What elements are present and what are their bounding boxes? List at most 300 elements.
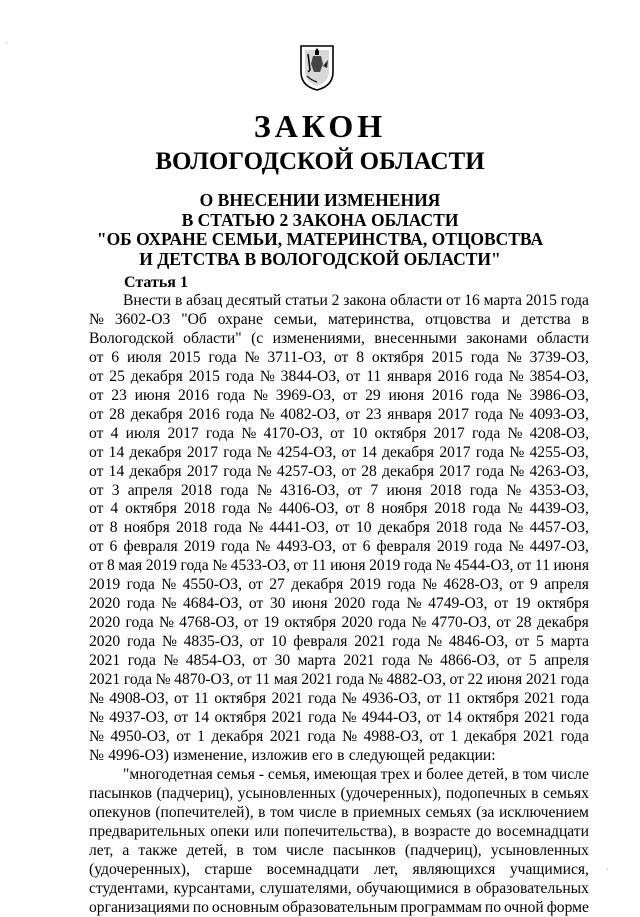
word: года bbox=[475, 368, 503, 387]
coat-of-arms-emblem bbox=[297, 42, 337, 92]
word: от bbox=[429, 728, 443, 747]
word: 2019 bbox=[184, 538, 215, 557]
paragraph-1-line bbox=[89, 425, 589, 444]
word: года bbox=[471, 349, 499, 368]
word: возрасте bbox=[414, 823, 471, 842]
word: года bbox=[226, 368, 254, 387]
paragraph-1-line bbox=[89, 387, 589, 406]
word: образовательных bbox=[476, 880, 589, 899]
word: года bbox=[128, 652, 156, 671]
word: февраля bbox=[377, 538, 431, 557]
word: июня bbox=[553, 557, 589, 576]
word: 2017 bbox=[187, 444, 218, 463]
word: мая bbox=[118, 557, 142, 576]
word: года bbox=[307, 728, 335, 747]
word: 28 bbox=[516, 614, 532, 633]
word: 4936-ОЗ, bbox=[362, 690, 421, 709]
word: следующей bbox=[349, 747, 425, 766]
word: том bbox=[253, 842, 277, 861]
word: 30 bbox=[275, 652, 291, 671]
word: года bbox=[382, 652, 410, 671]
word: 3844-ОЗ, bbox=[281, 368, 340, 387]
word: 10 bbox=[352, 425, 368, 444]
document-subtitle: ВОЛОГОДСКОЙ ОБЛАСТИ bbox=[0, 147, 640, 177]
word: года bbox=[471, 387, 499, 406]
word: № bbox=[427, 633, 442, 652]
word: 4316-ОЗ, bbox=[280, 482, 339, 501]
word: Вологодской bbox=[89, 330, 174, 349]
word: 2021 bbox=[526, 671, 557, 690]
word: 23 bbox=[366, 406, 382, 425]
word: от bbox=[343, 387, 357, 406]
word: и bbox=[414, 766, 422, 785]
word: 6 bbox=[110, 538, 118, 557]
word: от bbox=[89, 538, 103, 557]
word: 2019 bbox=[146, 557, 177, 576]
word: 2021 bbox=[272, 709, 303, 728]
word: декабря bbox=[211, 728, 263, 747]
word: года bbox=[387, 576, 415, 595]
word: 2016 bbox=[438, 368, 469, 387]
word: 4457-ОЗ, bbox=[530, 519, 589, 538]
word: 11 bbox=[535, 557, 550, 576]
word: от bbox=[89, 368, 103, 387]
word: области bbox=[537, 330, 589, 349]
word: предварительных bbox=[89, 823, 205, 842]
word: от bbox=[330, 425, 344, 444]
word: 2015 bbox=[432, 349, 463, 368]
word: № bbox=[253, 387, 268, 406]
word: 4093-ОЗ, bbox=[530, 406, 589, 425]
word: № bbox=[257, 444, 272, 463]
word: № bbox=[257, 500, 272, 519]
word: от bbox=[250, 633, 264, 652]
word: 4950-ОЗ, bbox=[110, 728, 169, 747]
word: декабря bbox=[131, 368, 183, 387]
word: лет, bbox=[374, 861, 398, 880]
word: 3739-ОЗ, bbox=[530, 349, 589, 368]
word: марта bbox=[484, 292, 522, 311]
word: 2021 bbox=[524, 709, 555, 728]
word: года bbox=[392, 633, 420, 652]
word: № bbox=[89, 690, 104, 709]
word: от bbox=[253, 652, 267, 671]
paragraph-1-line bbox=[89, 500, 589, 519]
heading-line: "ОБ ОХРАНЕ СЕМЬИ, МАТЕРИНСТВА, ОТЦОВСТВА bbox=[0, 230, 640, 250]
word: 4749-ОЗ, bbox=[428, 595, 487, 614]
word: 4257-ОЗ, bbox=[277, 463, 336, 482]
word: от bbox=[342, 444, 356, 463]
word: области" bbox=[183, 330, 242, 349]
paragraph-1-line bbox=[89, 576, 589, 595]
word: студентами, bbox=[89, 880, 169, 899]
word: 14 bbox=[446, 709, 462, 728]
word: от bbox=[249, 595, 263, 614]
word: - bbox=[259, 766, 264, 785]
word: редакции: bbox=[429, 747, 495, 766]
word: 4770-ОЗ, bbox=[432, 614, 491, 633]
word: 3602-ОЗ bbox=[115, 311, 170, 330]
word: (попечителей), bbox=[155, 804, 253, 823]
word: отцовства bbox=[425, 311, 491, 330]
word: в bbox=[582, 311, 589, 330]
word: семья, bbox=[268, 766, 310, 785]
paragraph-2-line bbox=[89, 899, 589, 917]
word: № bbox=[248, 519, 263, 538]
word: года bbox=[308, 709, 336, 728]
word: № bbox=[368, 671, 383, 690]
word: 30 bbox=[270, 595, 286, 614]
word: от bbox=[89, 463, 103, 482]
paragraph-2-line bbox=[89, 880, 589, 899]
word: 4988-ОЗ, bbox=[364, 728, 423, 747]
word: года bbox=[124, 671, 152, 690]
word: октября bbox=[372, 349, 424, 368]
word: от bbox=[346, 406, 360, 425]
word: 2018 bbox=[436, 519, 467, 538]
word: года bbox=[470, 482, 498, 501]
word: года bbox=[561, 690, 589, 709]
word: 4882-ОЗ, bbox=[386, 671, 445, 690]
word: 2015 bbox=[189, 368, 220, 387]
word: до bbox=[476, 823, 492, 842]
word: октября bbox=[537, 595, 589, 614]
word: 4439-ОЗ, bbox=[530, 500, 589, 519]
word: 2016 bbox=[178, 387, 209, 406]
word: 1 bbox=[197, 728, 205, 747]
word: 3854-ОЗ, bbox=[530, 368, 589, 387]
word: и bbox=[502, 311, 510, 330]
word: от bbox=[348, 482, 362, 501]
word: числе bbox=[286, 842, 324, 861]
word: года bbox=[561, 292, 589, 311]
word: года bbox=[473, 500, 501, 519]
paragraph-1-line bbox=[89, 368, 589, 387]
word: года bbox=[561, 728, 589, 747]
word: (за bbox=[476, 804, 494, 823]
word: от bbox=[345, 500, 359, 519]
word: от bbox=[427, 690, 441, 709]
word: июня bbox=[386, 482, 422, 501]
word: от bbox=[496, 614, 510, 633]
word: 2020 bbox=[341, 614, 372, 633]
word: 3986-ОЗ, bbox=[530, 387, 589, 406]
word: форме bbox=[547, 899, 589, 917]
word: 14 bbox=[194, 709, 210, 728]
word: 4866-ОЗ, bbox=[440, 652, 499, 671]
word: имеющая bbox=[314, 766, 377, 785]
word: июня bbox=[135, 387, 171, 406]
word: ноября bbox=[124, 519, 170, 538]
word: по bbox=[193, 899, 209, 917]
word: 11 bbox=[447, 690, 462, 709]
word: "Об bbox=[181, 311, 207, 330]
word: № bbox=[89, 747, 104, 766]
word: 4 bbox=[110, 500, 118, 519]
word: 2015 bbox=[169, 349, 200, 368]
word: от bbox=[507, 652, 521, 671]
word: 4996-ОЗ) bbox=[108, 747, 169, 766]
word: года bbox=[378, 614, 406, 633]
word: от bbox=[294, 557, 308, 576]
word: 5 bbox=[529, 652, 537, 671]
paragraph-1-line bbox=[89, 747, 589, 766]
paragraph-2-line bbox=[89, 785, 589, 804]
word: изложив bbox=[251, 747, 307, 766]
word: 2018 bbox=[434, 500, 465, 519]
scan-speck: · bbox=[5, 40, 8, 48]
word: № bbox=[162, 595, 177, 614]
word: № bbox=[506, 482, 521, 501]
word: изменение, bbox=[173, 747, 247, 766]
word: 4208-ОЗ, bbox=[530, 425, 589, 444]
word: детства bbox=[521, 311, 571, 330]
word: приемных bbox=[353, 804, 421, 823]
word: декабря bbox=[131, 406, 183, 425]
paragraph-1-line bbox=[89, 709, 589, 728]
word: 2 bbox=[332, 292, 340, 311]
word: 8 bbox=[107, 557, 115, 576]
word: года bbox=[180, 557, 208, 576]
word: 22 bbox=[468, 671, 484, 690]
word: года bbox=[214, 519, 242, 538]
word: от bbox=[89, 406, 103, 425]
word: в bbox=[531, 785, 538, 804]
paragraph-1-line bbox=[89, 538, 589, 557]
word: 4937-ОЗ, bbox=[109, 709, 168, 728]
word: 2021 bbox=[89, 652, 120, 671]
word: от bbox=[89, 557, 103, 576]
word: в bbox=[463, 880, 470, 899]
word: № bbox=[342, 728, 357, 747]
word: 4908-ОЗ, bbox=[109, 690, 168, 709]
word: абзац bbox=[186, 292, 222, 311]
word: программам bbox=[400, 899, 481, 917]
word: от bbox=[174, 709, 188, 728]
word: попечительства), bbox=[284, 823, 397, 842]
word: восемнадцати bbox=[496, 823, 589, 842]
word: декабря bbox=[130, 463, 182, 482]
paragraph-2-line bbox=[89, 766, 589, 785]
word: октября bbox=[214, 709, 266, 728]
word: от bbox=[237, 671, 251, 690]
word: от bbox=[89, 500, 103, 519]
word: от bbox=[89, 482, 103, 501]
word: от bbox=[89, 425, 103, 444]
word: марта bbox=[298, 652, 336, 671]
word: № bbox=[507, 349, 522, 368]
word: 14 bbox=[109, 444, 125, 463]
word: года bbox=[472, 425, 500, 444]
word: года bbox=[206, 425, 234, 444]
word: 4846-ОЗ, bbox=[449, 633, 508, 652]
word: года bbox=[127, 576, 155, 595]
word: 2018 bbox=[184, 500, 215, 519]
word: декабря bbox=[382, 444, 434, 463]
word: 4353-ОЗ, bbox=[529, 482, 588, 501]
word: 4544-ОЗ, bbox=[454, 557, 513, 576]
word: материнства, bbox=[328, 311, 414, 330]
law-heading bbox=[0, 191, 640, 269]
word: года bbox=[127, 633, 155, 652]
paragraph-1-line bbox=[89, 557, 589, 576]
word: обучающимися bbox=[357, 880, 459, 899]
paragraph-1-line bbox=[89, 482, 589, 501]
word: 8 bbox=[356, 349, 364, 368]
word: 2021 bbox=[524, 690, 555, 709]
word: охране bbox=[218, 311, 263, 330]
word: внесенными bbox=[374, 330, 456, 349]
word: являющихся bbox=[413, 861, 496, 880]
word: № bbox=[509, 538, 524, 557]
word: 4533-ОЗ, bbox=[231, 557, 290, 576]
word: семья bbox=[217, 766, 255, 785]
word: 4254-ОЗ, bbox=[277, 444, 336, 463]
word: опекунов bbox=[89, 804, 151, 823]
word: года bbox=[475, 406, 503, 425]
word: от bbox=[342, 463, 356, 482]
word: года bbox=[561, 671, 589, 690]
word: № bbox=[508, 500, 523, 519]
word: № bbox=[212, 557, 227, 576]
word: № bbox=[241, 425, 256, 444]
word: 2019 bbox=[369, 557, 400, 576]
word: в bbox=[236, 842, 243, 861]
word: от bbox=[494, 595, 508, 614]
word: мая bbox=[274, 671, 298, 690]
word: 4768-ОЗ, bbox=[179, 614, 238, 633]
word: от bbox=[334, 349, 348, 368]
word: семьях bbox=[426, 804, 472, 823]
word: года bbox=[372, 595, 400, 614]
word: пасынков bbox=[89, 785, 152, 804]
word: слушателями, bbox=[260, 880, 352, 899]
word: 8 bbox=[110, 519, 118, 538]
word: № bbox=[162, 633, 177, 652]
word: в bbox=[337, 747, 344, 766]
word: 10 bbox=[356, 519, 372, 538]
document-title: ЗАКОН bbox=[0, 106, 640, 146]
word: декабря bbox=[130, 444, 182, 463]
word: 4263-ОЗ, bbox=[529, 463, 588, 482]
word: № bbox=[411, 614, 426, 633]
word: организациями bbox=[89, 899, 190, 917]
word: года bbox=[561, 709, 589, 728]
word: июня bbox=[330, 557, 366, 576]
word: октября bbox=[125, 500, 177, 519]
word: 4 bbox=[111, 425, 119, 444]
word: образовательным bbox=[282, 899, 397, 917]
word: 3 bbox=[112, 482, 120, 501]
word: № bbox=[89, 311, 104, 330]
word: в bbox=[512, 766, 519, 785]
word: 2021 bbox=[301, 671, 332, 690]
word: № bbox=[159, 614, 174, 633]
word: числе bbox=[551, 766, 589, 785]
word: 4550-ОЗ, bbox=[183, 576, 242, 595]
word: 2021 bbox=[523, 728, 554, 747]
paragraph-1-line bbox=[89, 311, 589, 330]
word: учащимися, bbox=[510, 861, 589, 880]
word: от bbox=[89, 349, 103, 368]
word: года bbox=[220, 482, 248, 501]
word: а bbox=[122, 842, 129, 861]
word: том bbox=[270, 804, 294, 823]
word: 4628-ОЗ, bbox=[443, 576, 502, 595]
word: № bbox=[342, 709, 357, 728]
word: 2020 bbox=[89, 595, 120, 614]
word: года bbox=[474, 538, 502, 557]
word: июня bbox=[388, 387, 424, 406]
word: № bbox=[509, 444, 524, 463]
word: детей, bbox=[186, 842, 227, 861]
word: № bbox=[508, 519, 523, 538]
word: 16 bbox=[464, 292, 480, 311]
word: 2018 bbox=[176, 519, 207, 538]
word: 4082-ОЗ, bbox=[280, 406, 339, 425]
word: года bbox=[404, 557, 432, 576]
word: лет, bbox=[89, 842, 113, 861]
word: июня bbox=[487, 671, 523, 690]
word: 19 bbox=[515, 595, 531, 614]
word: 9 bbox=[530, 576, 538, 595]
word: 2019 bbox=[350, 576, 381, 595]
word: (падчериц), bbox=[156, 785, 233, 804]
word: от bbox=[176, 728, 190, 747]
word: 2017 bbox=[167, 425, 198, 444]
word: года bbox=[226, 406, 254, 425]
word: 4170-ОЗ, bbox=[263, 425, 322, 444]
word: года bbox=[476, 444, 504, 463]
word: № bbox=[161, 576, 176, 595]
word: марта bbox=[551, 633, 589, 652]
heading-line: О ВНЕСЕНИИ ИЗМЕНЕНИЯ bbox=[0, 191, 640, 211]
word: № bbox=[418, 652, 433, 671]
word: 4944-ОЗ, bbox=[362, 709, 421, 728]
word: от bbox=[515, 633, 529, 652]
word: (удочеренных), bbox=[340, 785, 441, 804]
word: 11 bbox=[366, 368, 381, 387]
word: 2017 bbox=[438, 406, 469, 425]
scan-speck: · bbox=[606, 866, 609, 874]
paragraph-1-line bbox=[89, 292, 589, 311]
word: 19 bbox=[263, 614, 279, 633]
paragraph-2-line bbox=[89, 842, 589, 861]
word: № bbox=[436, 557, 451, 576]
word: законами bbox=[466, 330, 527, 349]
word: октября bbox=[467, 709, 519, 728]
word: в bbox=[175, 292, 182, 311]
word: от bbox=[248, 576, 262, 595]
word: декабря bbox=[465, 728, 517, 747]
word: семьях bbox=[543, 785, 589, 804]
word: 27 bbox=[269, 576, 285, 595]
word: октября bbox=[214, 690, 266, 709]
word: закона bbox=[343, 292, 386, 311]
word: очной bbox=[504, 899, 544, 917]
word: "многодетная bbox=[123, 766, 213, 785]
word: усыновленных bbox=[491, 842, 589, 861]
paragraph-1-line bbox=[89, 463, 589, 482]
word: 10 bbox=[271, 633, 287, 652]
word: от bbox=[89, 387, 103, 406]
word: 4835-ОЗ, bbox=[184, 633, 243, 652]
word: № bbox=[342, 690, 357, 709]
word: 4255-ОЗ, bbox=[529, 444, 588, 463]
word: года bbox=[125, 614, 153, 633]
word: года bbox=[208, 349, 236, 368]
word: усыновленных bbox=[238, 785, 336, 804]
